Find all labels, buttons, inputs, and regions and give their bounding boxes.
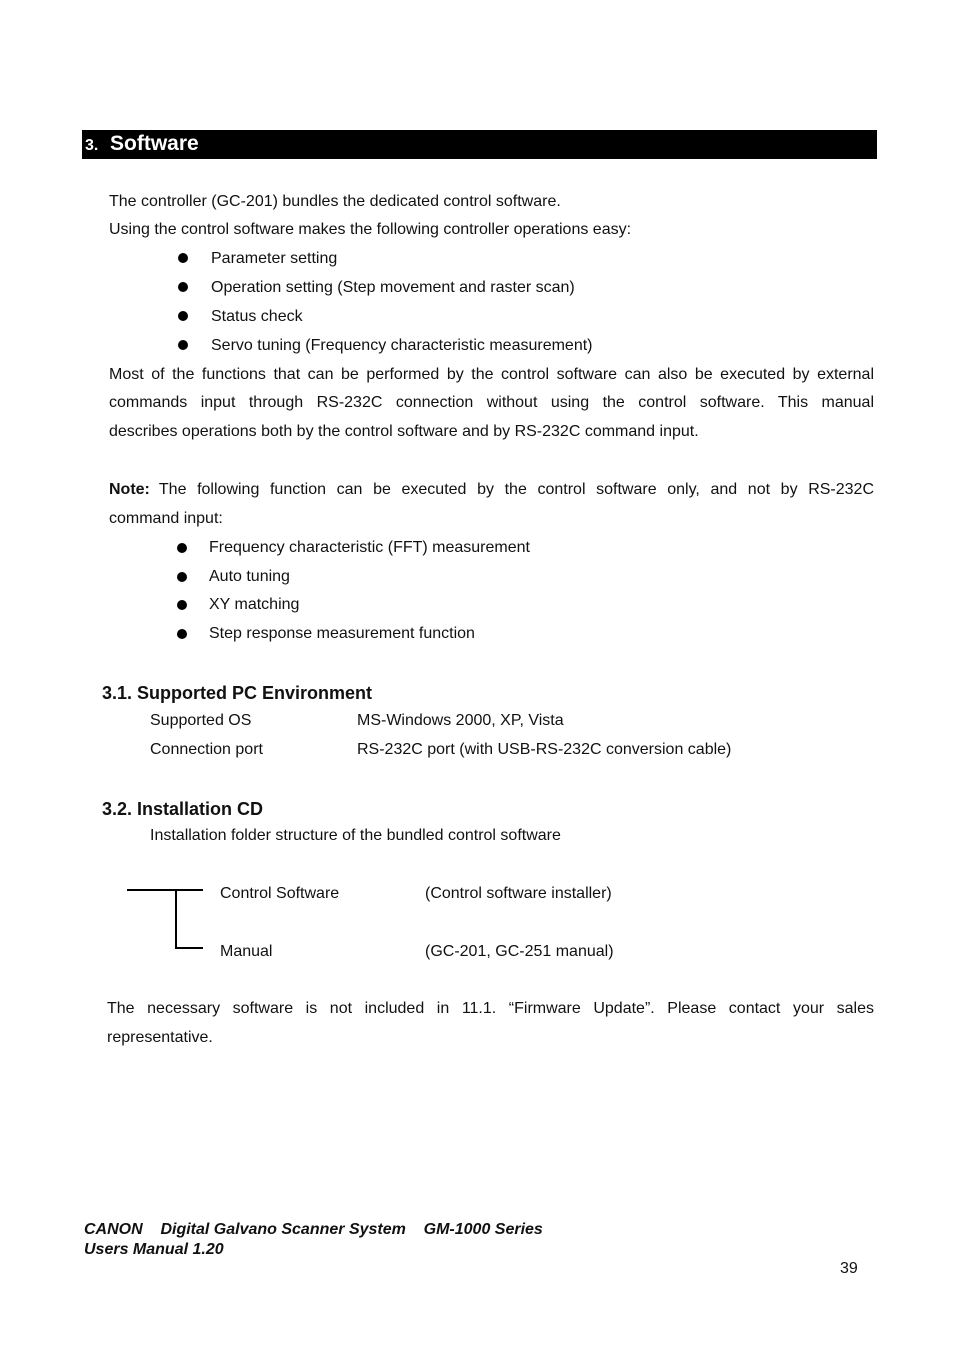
paragraph-line-2: commands input through RS-232C connection without using the control software. This manual — [109, 394, 874, 411]
tree-vertical-connector — [175, 889, 177, 949]
bullet-icon — [177, 600, 187, 610]
env-value-os: MS-Windows 2000, XP, Vista — [357, 712, 564, 729]
bullet-icon — [177, 572, 187, 582]
install-caption: Installation folder structure of the bundled control software — [150, 827, 561, 844]
bullet-icon — [177, 543, 187, 553]
tree-item-manual: Manual — [220, 943, 273, 960]
subsection-heading-3-1: 3.1. Supported PC Environment — [102, 683, 373, 703]
list-item: Auto tuning — [209, 568, 290, 585]
note-label: Note: — [109, 481, 150, 498]
subsection-heading-3-2: 3.2. Installation CD — [102, 799, 264, 819]
footer-product: CANON Digital Galvano Scanner System GM-1000 Series — [84, 1221, 543, 1238]
list-item: Step response measurement function — [209, 625, 475, 642]
list-item: Operation setting (Step movement and raster scan) — [211, 279, 575, 296]
bullet-icon — [178, 253, 188, 263]
tree-bottom-connector — [175, 947, 203, 949]
tree-desc-manual: (GC-201, GC-251 manual) — [425, 943, 614, 960]
footer-manual-version: Users Manual 1.20 — [84, 1241, 224, 1258]
tree-top-connector — [127, 889, 203, 891]
paragraph-line-3: describes operations both by the control software and by RS-232C command input. — [109, 423, 699, 440]
env-label-os: Supported OS — [150, 712, 252, 729]
list-item: Status check — [211, 308, 303, 325]
bullet-icon — [178, 311, 188, 321]
section-title: Software — [110, 132, 199, 155]
section-number: 3. — [85, 137, 99, 154]
closing-line-2: representative. — [107, 1029, 213, 1046]
tree-item-control-software: Control Software — [220, 885, 340, 902]
note-line-2: command input: — [109, 510, 223, 527]
list-item: XY matching — [209, 596, 300, 613]
note-line-1 — [109, 480, 874, 500]
list-item: Parameter setting — [211, 250, 338, 267]
bullet-icon — [178, 340, 188, 350]
note-text: The following function can be executed by the control software only, and not by RS-232C — [158, 481, 874, 498]
env-label-port: Connection port — [150, 741, 263, 758]
bullet-icon — [178, 282, 188, 292]
closing-line-1: The necessary software is not included in 11.1. “Firmware Update”. Please contact your sales — [107, 1000, 874, 1017]
env-value-port: RS-232C port (with USB-RS-232C conversion cable) — [357, 741, 732, 758]
intro-line-2: Using the control software makes the following controller operations easy: — [109, 221, 632, 238]
intro-line-1: The controller (GC-201) bundles the dedicated control software. — [109, 193, 561, 210]
tree-desc-control-software: (Control software installer) — [425, 885, 612, 902]
list-item: Servo tuning (Frequency characteristic measurement) — [211, 337, 593, 354]
list-item: Frequency characteristic (FFT) measurement — [209, 539, 530, 556]
section-header — [82, 130, 877, 159]
paragraph-line-1: Most of the functions that can be performed by the control software can also be executed by external — [109, 366, 874, 383]
bullet-icon — [177, 629, 187, 639]
page-number: 39 — [840, 1260, 858, 1277]
